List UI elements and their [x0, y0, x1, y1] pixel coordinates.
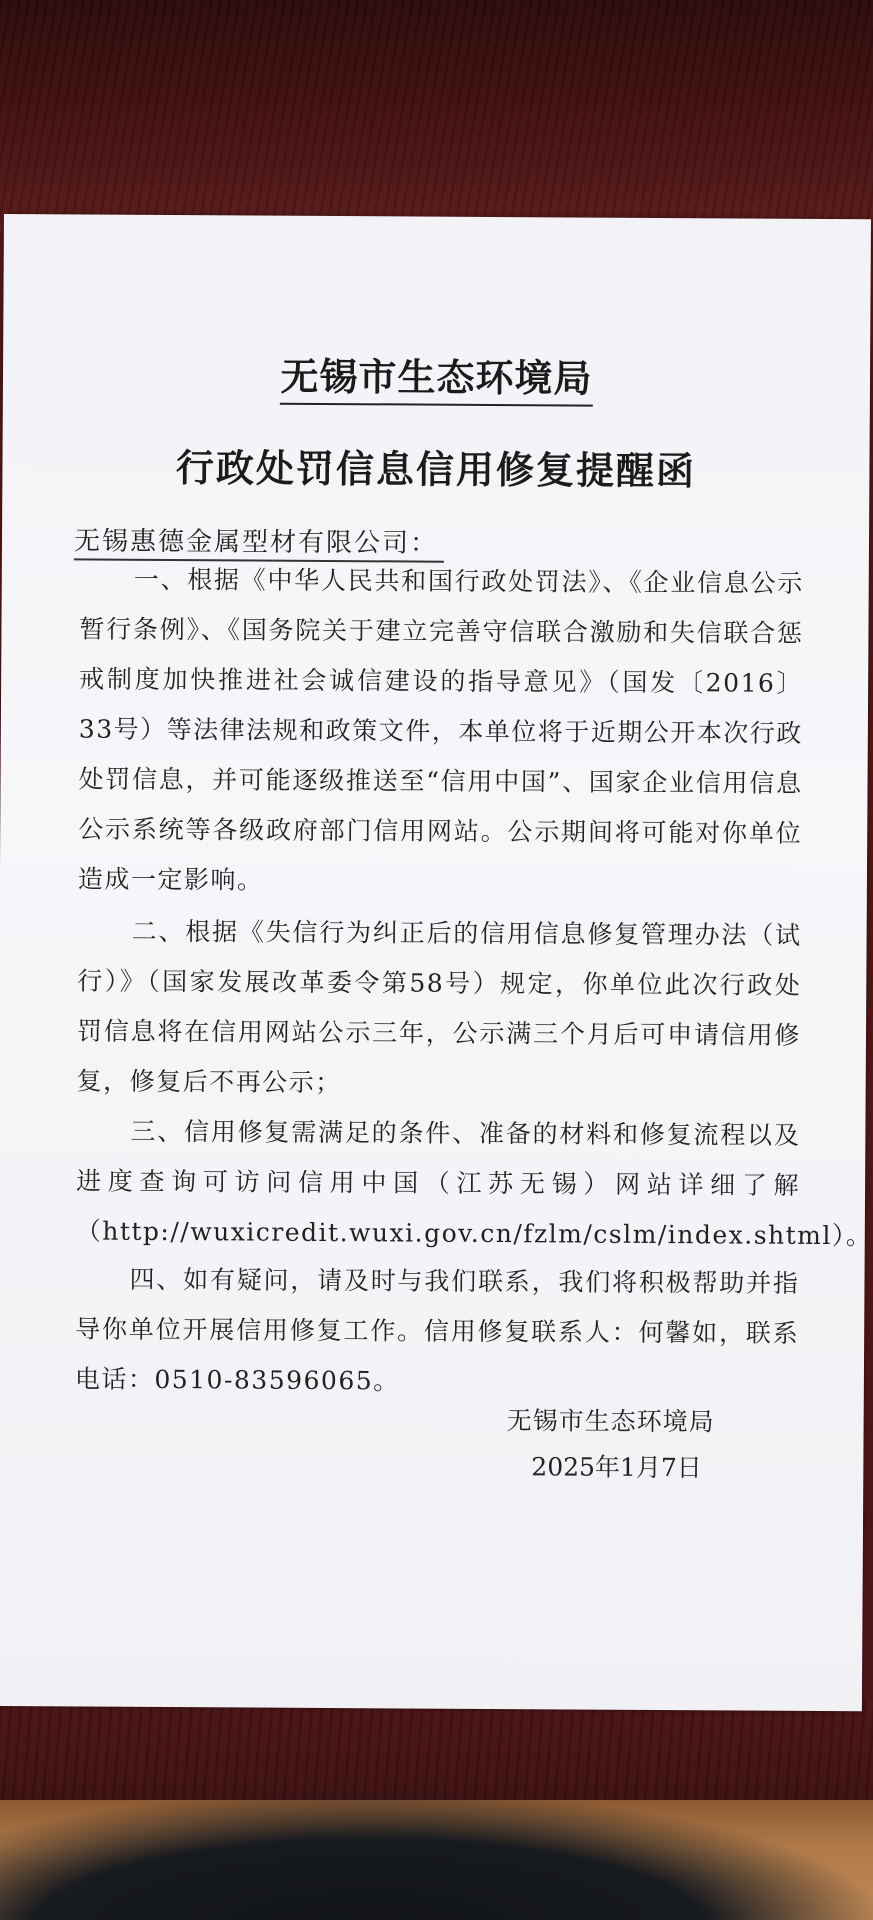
signature: 无锡市生态环境局	[506, 1406, 715, 1437]
letter-title: 行政处罚信息信用修复提醒函	[175, 445, 697, 494]
date: 2025年1月7日	[531, 1452, 702, 1483]
desk-surface-top	[0, 0, 873, 230]
shoe-shadow	[0, 1790, 873, 1920]
agency-title-text: 无锡市生态环境局	[280, 354, 592, 407]
recipient: 无锡惠德金属型材有限公司：	[73, 526, 439, 559]
paragraph-3: 三、信用修复需满足的条件、准备的材料和修复流程以及进度查询可访问信用中国（江苏无锡）网站详细了解（http://wuxicredit.wuxi.gov.cn/fzlm/cslm/index.shtml）。	[75, 1116, 873, 1251]
paragraph-1: 一、根据《中华人民共和国行政处罚法》、《企业信息公示暂行条例》、《国务院关于建立完善守信联合激励和失信联合惩戒制度加快推进社会诚信建设的指导意见》（国发〔2016〕33号）等法律法规和政策文件，本单位将于近期公开本次行政处罚信息，并可能逐级推送至“信用中国”、国家企业信用信息公示系统等各级政府部门信用网站。公示期间将可能对你单位造成一定影响。	[77, 564, 804, 895]
paragraph-2: 二、根据《失信行为纠正后的信用信息修复管理办法（试行）》（国家发展改革委令第58号）规定，你单位此次行政处罚信息将在信用网站公示三年，公示满三个月后可申请信用修复，修复后不再公示；	[76, 916, 802, 1098]
letter-paper	[0, 214, 871, 1711]
paragraph-4: 四、如有疑问，请及时与我们联系，我们将积极帮助并指导你单位开展信用修复工作。信用修复联系人：何馨如，联系电话：0510-83596065。	[74, 1264, 800, 1396]
agency-title	[3, 344, 870, 404]
